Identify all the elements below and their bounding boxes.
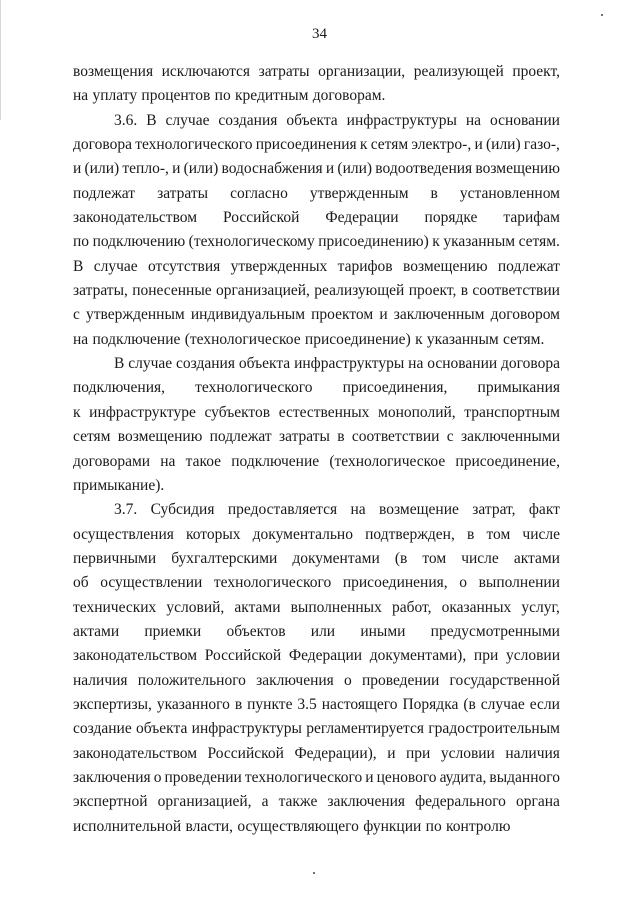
text-line: сетям возмещению подлежат затраты в соответствии с заключенными <box>73 428 560 446</box>
text-line: на подключение (технологическое присоединение) к указанным сетям. <box>73 330 545 348</box>
text-line: наличия положительного заключения о проведении государственной <box>73 671 560 689</box>
text-line: подлежат затраты согласно утвержденным в установленном <box>73 184 560 202</box>
document-body <box>73 60 560 839</box>
text-line: к инфраструктуре субъектов естественных монополий, транспортным <box>73 403 560 421</box>
text-line: на уплату процентов по кредитным договорам. <box>73 87 386 105</box>
text-line: затраты, понесенные организацией, реализующей проект, в соответствии <box>73 282 560 300</box>
text-line: примыкание). <box>73 476 165 494</box>
scan-speck <box>313 872 315 874</box>
text-line: В случае отсутствия утвержденных тарифов возмещению подлежат <box>73 257 560 275</box>
text-line: законодательством Российской Федерации порядке тарифам <box>73 209 560 227</box>
text-line: 3.6. В случае создания объекта инфраструктуры на основании <box>114 111 560 129</box>
paragraph <box>73 498 560 839</box>
text-line: 3.7. Субсидия предоставляется на возмещение затрат, факт <box>114 501 560 519</box>
page-edge-shadow <box>0 0 1 120</box>
text-line: по подключению (технологическому присоединению) к указанным сетям. <box>73 233 560 251</box>
paragraph <box>73 109 560 352</box>
text-line: экспертизы, указанного в пункте 3.5 настоящего Порядка (в случае если <box>73 695 560 713</box>
text-line: договора технологического присоединения к сетям электро-, и (или) газо-, <box>73 136 560 154</box>
text-line: законодательством Российской Федерации документами), при условии <box>73 647 560 665</box>
text-line: экспертной организацией, а также заключения федерального органа <box>73 793 560 811</box>
text-line: технических условий, актами выполненных работ, оказанных услуг, <box>73 598 560 616</box>
text-line: создание объекта инфраструктуры регламентируется градостроительным <box>73 720 560 738</box>
text-line: подключения, технологического присоединения, примыкания <box>73 379 560 397</box>
text-line: В случае создания объекта инфраструктуры на основании договора <box>114 355 560 373</box>
text-line: возмещения исключаются затраты организации, реализующей проект, <box>73 63 560 80</box>
text-line: заключения о проведении технологического и ценового аудита, выданного <box>73 768 560 786</box>
text-line: первичными бухгалтерскими документами (в том числе актами <box>73 549 560 567</box>
text-line: законодательством Российской Федерации), и при условии наличия <box>73 744 560 762</box>
text-line: договорами на такое подключение (технологическое присоединение, <box>73 452 560 470</box>
text-line: актами приемки объектов или иными предусмотренными <box>73 622 560 640</box>
page-number: 34 <box>312 26 327 42</box>
text-line: и (или) тепло-, и (или) водоснабжения и (или) водоотведения возмещению <box>73 160 560 178</box>
paragraph <box>73 352 560 498</box>
text-line: об осуществлении технологического присоединения, о выполнении <box>73 574 560 592</box>
text-line: с утвержденным индивидуальным проектом и заключенным договором <box>73 306 560 324</box>
text-line: осуществления которых документально подтвержден, в том числе <box>73 525 560 543</box>
text-line: исполнительной власти, осуществляющего функции по контролю <box>73 817 511 835</box>
paragraph <box>73 60 560 109</box>
scan-speck <box>601 14 603 16</box>
